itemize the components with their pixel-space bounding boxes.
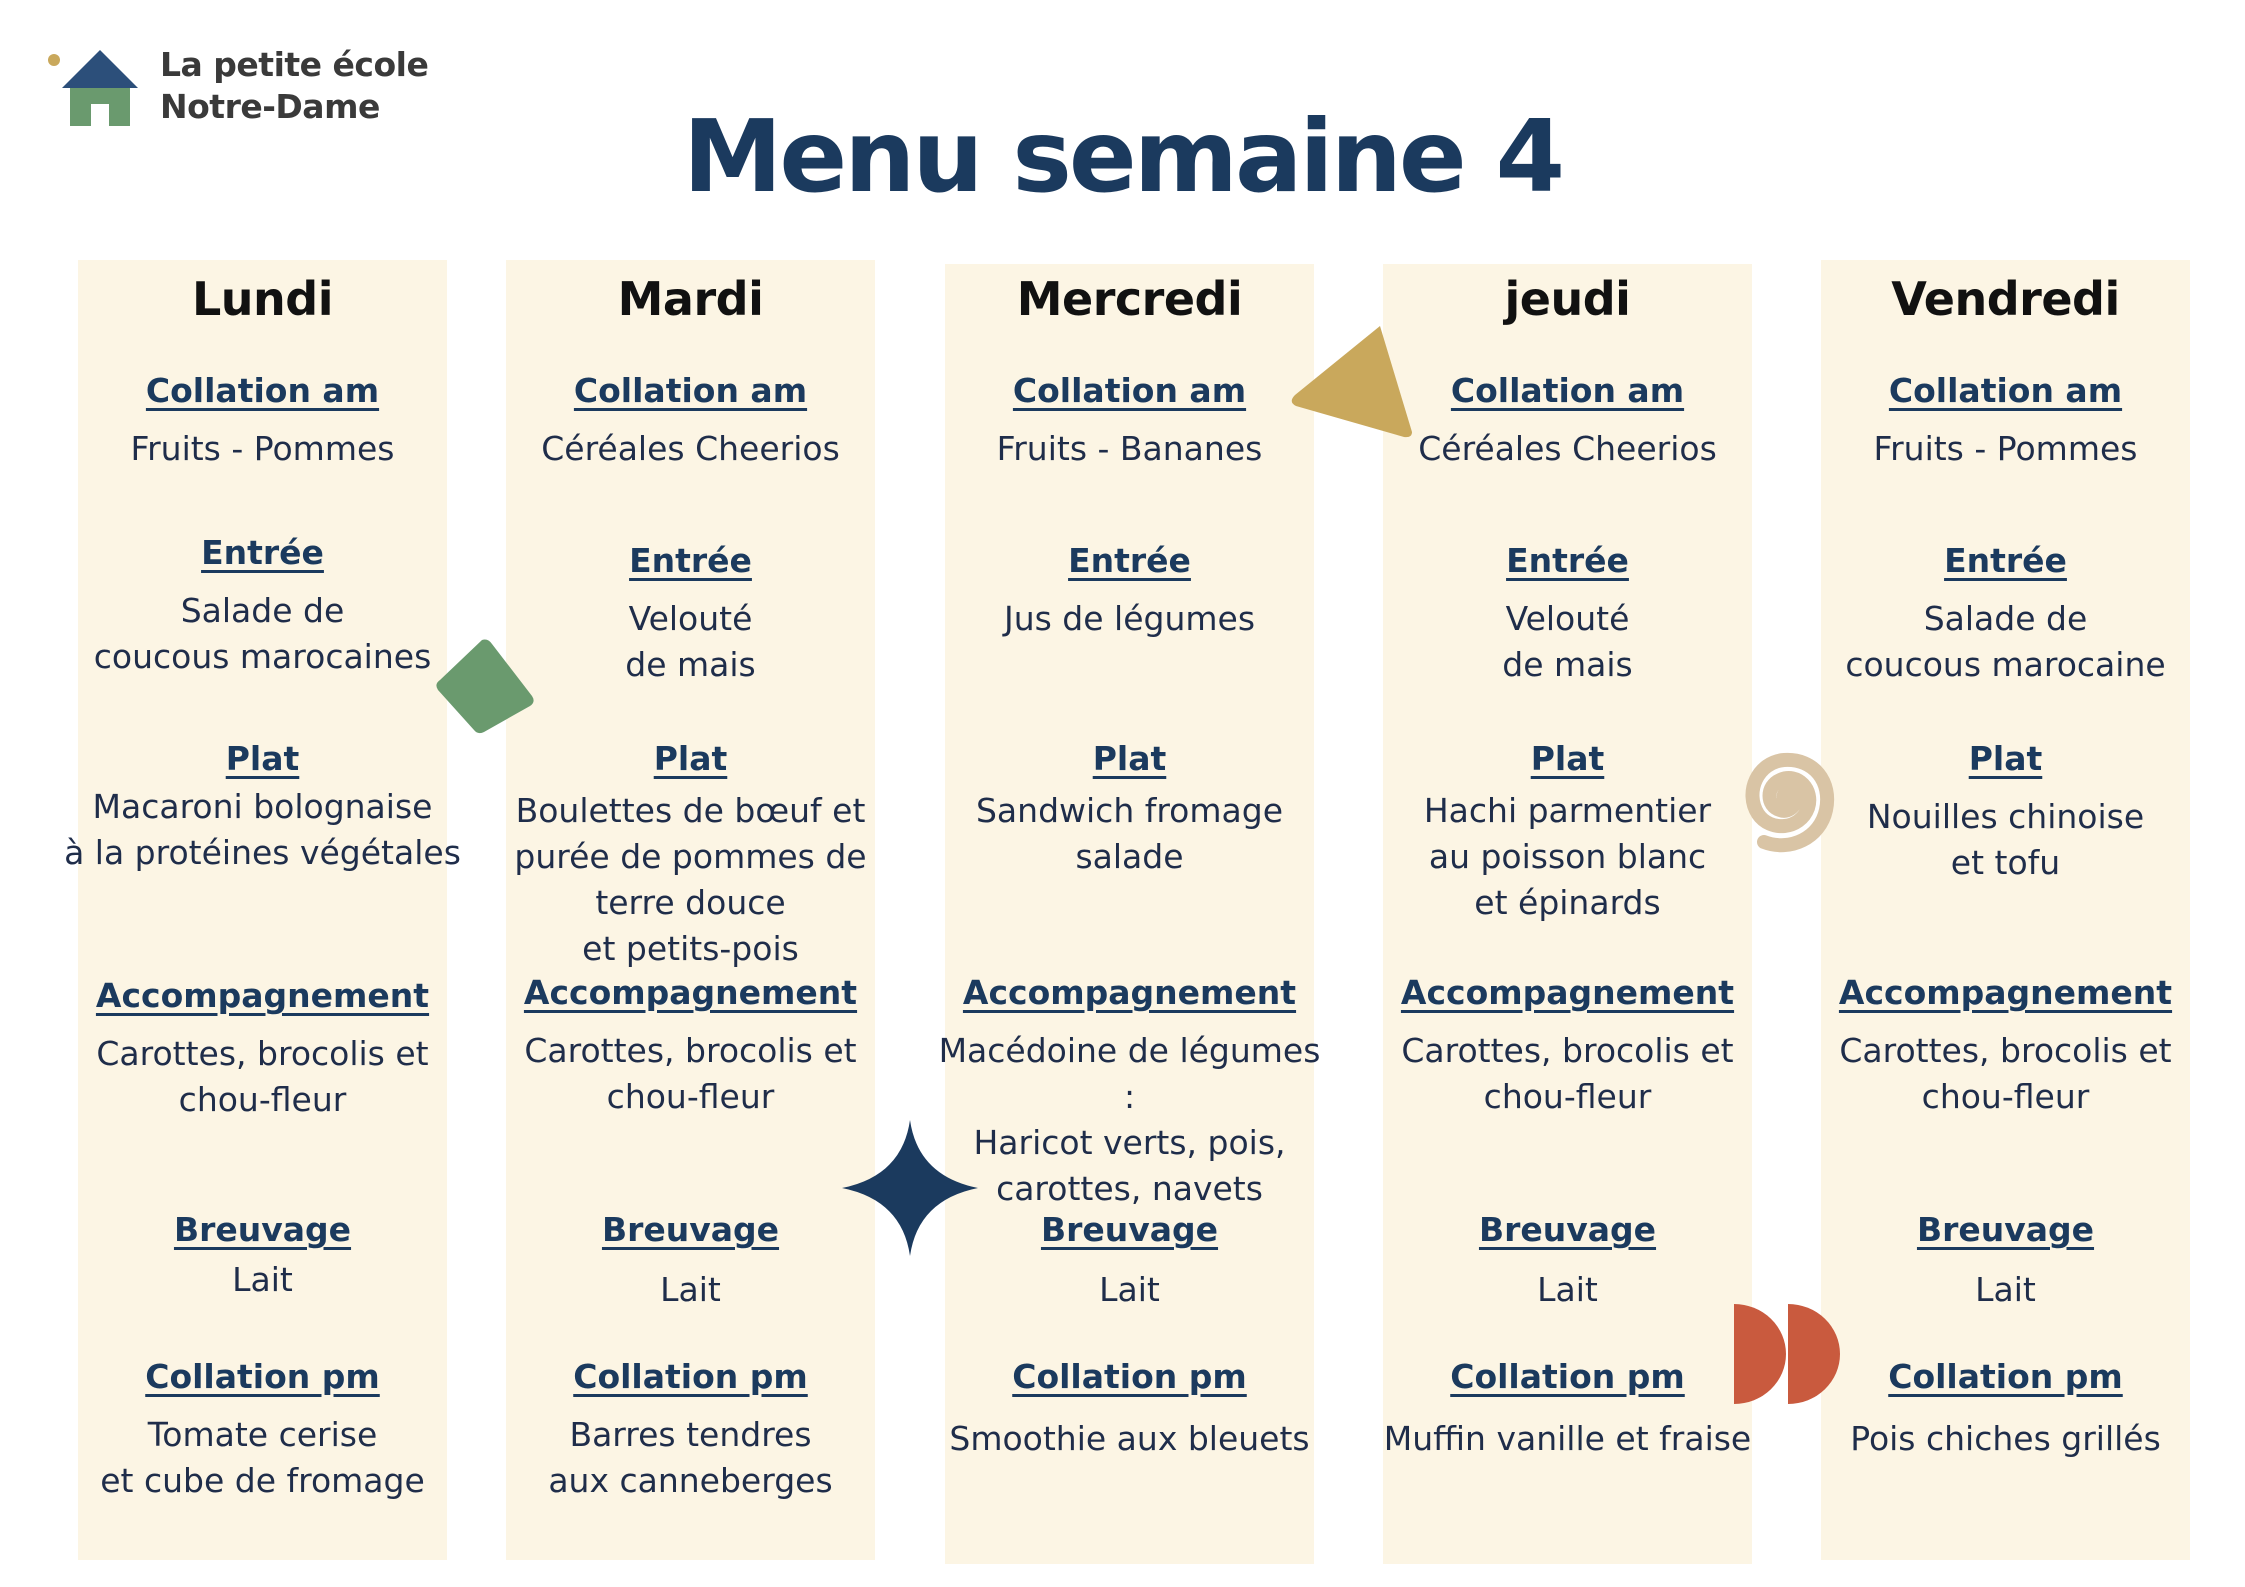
day-name: Vendredi [1891,272,2120,326]
section-value: Carottes, brocolis et chou-fleur [1401,1031,1734,1116]
logo-line-2: Notre-Dame [160,87,380,126]
section-value: Macédoine de légumes : Haricot verts, pois, carottes, navets [938,1031,1321,1208]
section-heading: Breuvage [1040,1210,1219,1249]
section-value: Velouté de mais [625,599,756,684]
day-column-mardi [506,260,875,1560]
section-collation-pm [931,1354,1328,1462]
section-plat [1807,736,2204,886]
section-breuvage [492,1207,889,1313]
section-collation-pm [492,1354,889,1504]
day-name: Mardi [617,272,764,326]
section-heading: Breuvage [1478,1210,1657,1249]
section-value: Tomate cerise et cube de fromage [100,1415,425,1500]
section-plat [492,736,889,972]
section-value: Velouté de mais [1502,599,1633,684]
section-collation-am [492,368,889,472]
section-value: Jus de légumes [1003,599,1256,638]
section-heading: Collation pm [1012,1357,1247,1396]
star-decoration-icon [842,1120,978,1256]
day-name: Lundi [191,272,333,326]
section-value: Lait [1099,1270,1160,1309]
logo-line-1: La petite école [160,45,429,84]
section-value: Fruits - Bananes [996,429,1263,468]
section-heading: Entrée [1068,541,1191,580]
section-collation-pm [1807,1354,2204,1462]
half-circles-decoration-icon [1732,1302,1842,1408]
section-heading: Entrée [201,533,324,572]
section-collation-am [1369,368,1766,472]
section-heading: Accompagnement [523,973,858,1012]
section-accompagnement [492,970,889,1120]
section-heading: Accompagnement [95,976,430,1015]
triangle-decoration-icon [1282,320,1418,446]
section-heading: Collation pm [573,1357,808,1396]
section-heading: Accompagnement [1838,973,2173,1012]
section-accompagnement [931,970,1328,1212]
section-value: Carottes, brocolis et chou-fleur [1839,1031,2172,1116]
section-heading: Collation am [1888,371,2123,410]
section-value: Smoothie aux bleuets [949,1419,1310,1458]
section-collation-am [1807,368,2204,472]
section-value: Macaroni bolognaise à la protéines végétales [64,787,461,872]
section-value: Fruits - Pommes [1873,429,2138,468]
section-heading: Collation am [1450,371,1685,410]
day-name: jeudi [1504,272,1631,326]
section-collation-am [64,368,461,472]
section-heading: Entrée [629,541,752,580]
section-value: Céréales Cheerios [1418,429,1717,468]
section-value: Salade de coucous marocaines [93,591,432,676]
section-breuvage [931,1207,1328,1313]
day-column-lundi [64,260,461,1560]
section-heading: Plat [1968,739,2043,778]
section-collation-pm [1369,1354,1766,1462]
section-value: Fruits - Pommes [130,429,395,468]
section-value: Pois chiches grillés [1850,1419,2161,1458]
section-heading: Plat [1092,739,1167,778]
section-accompagnement [64,973,461,1123]
section-heading: Entrée [1944,541,2067,580]
section-heading: Collation pm [1450,1357,1685,1396]
section-value: Lait [660,1270,721,1309]
section-value: Nouilles chinoise et tofu [1866,797,2145,882]
section-plat [64,736,461,876]
section-value: Lait [232,1260,293,1299]
section-value: Barres tendres aux canneberges [548,1415,833,1500]
section-entree [64,530,461,680]
section-entree [1807,538,2204,688]
section-collation-am [931,368,1328,472]
section-collation-pm [64,1354,461,1504]
section-breuvage [1369,1207,1766,1313]
section-breuvage [64,1207,461,1303]
section-entree [492,538,889,688]
section-accompagnement [1369,970,1766,1120]
section-value: Hachi parmentier au poisson blanc et épinards [1423,791,1712,922]
section-heading: Breuvage [1916,1210,2095,1249]
section-plat [1369,736,1766,926]
section-heading: Plat [1530,739,1605,778]
section-breuvage [1807,1207,2204,1313]
section-value: Céréales Cheerios [541,429,840,468]
diamond-decoration-icon [432,636,542,736]
section-entree [931,538,1328,642]
section-value: Muffin vanille et fraise [1383,1419,1752,1458]
section-value: Lait [1975,1270,2036,1309]
section-heading: Collation am [145,371,380,410]
spiral-decoration-icon [1714,726,1854,866]
section-heading: Breuvage [173,1210,352,1249]
section-value: Boulettes de bœuf et purée de pommes de terre douce et petits-pois [514,791,867,968]
day-column-vendredi [1821,260,2190,1560]
day-name: Mercredi [1016,272,1243,326]
section-heading: Entrée [1506,541,1629,580]
section-heading: Breuvage [601,1210,780,1249]
section-value: Lait [1537,1270,1598,1309]
page-title: Menu semaine 4 [682,98,1563,215]
day-column-jeudi [1383,264,1752,1564]
section-value: Carottes, brocolis et chou-fleur [524,1031,857,1116]
section-heading: Collation am [573,371,808,410]
section-heading: Plat [653,739,728,778]
section-value: Sandwich fromage salade [975,791,1283,876]
section-heading: Collation pm [1888,1357,2123,1396]
section-heading: Collation am [1012,371,1247,410]
section-value: Salade de coucous marocaine [1845,599,2166,684]
section-value: Carottes, brocolis et chou-fleur [96,1034,429,1119]
day-column-mercredi [938,264,1321,1564]
section-accompagnement [1807,970,2204,1120]
section-heading: Collation pm [145,1357,380,1396]
section-heading: Accompagnement [1400,973,1735,1012]
section-plat [931,736,1328,880]
section-entree [1369,538,1766,688]
section-heading: Plat [225,739,300,778]
section-heading: Accompagnement [962,973,1297,1012]
